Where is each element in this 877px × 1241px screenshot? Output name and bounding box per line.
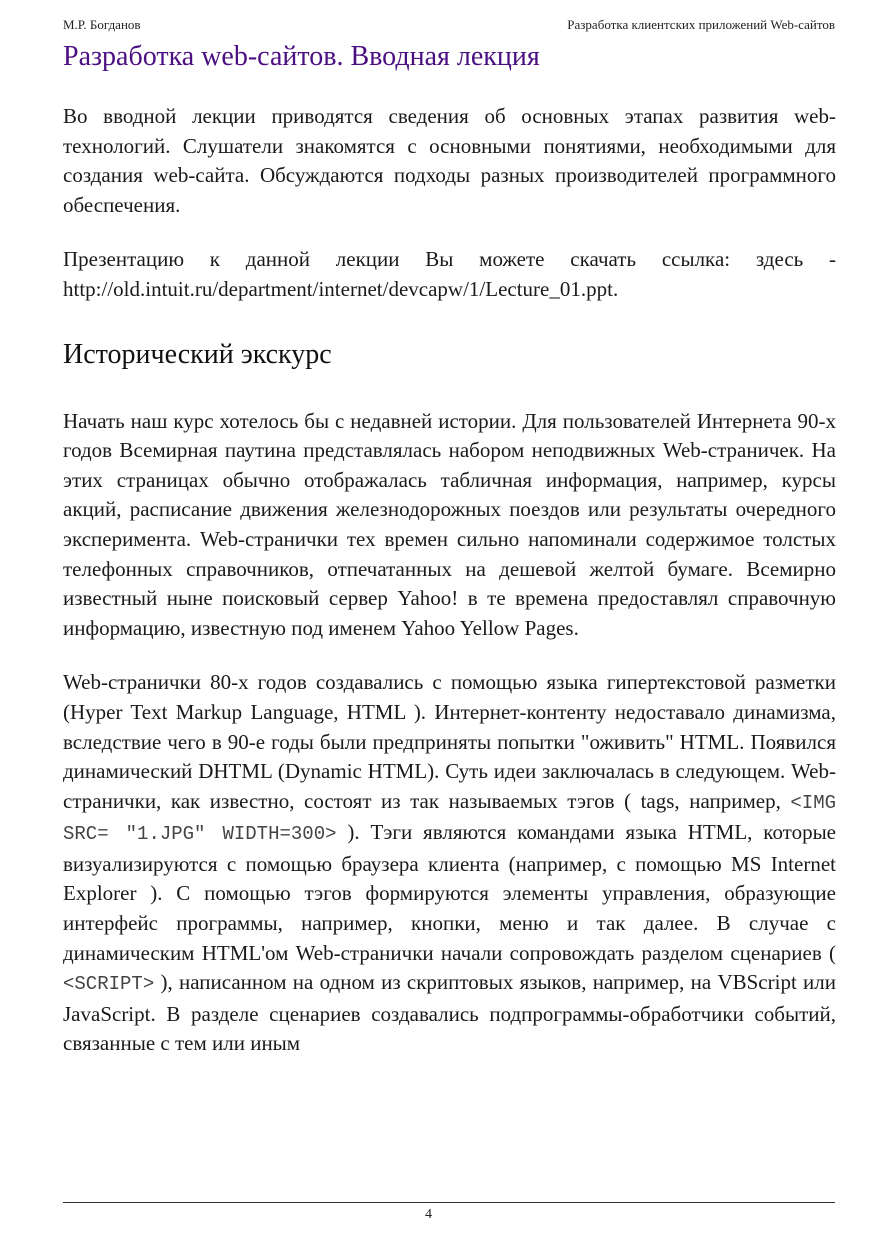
dhtml-paragraph — [63, 668, 836, 1059]
dhtml-text-part3: ), написанном на одном из скриптовых языков, например, на VBScript или JavaScript. В разделе сценариев создавались подпрограммы-обработчики событий, связанные с тем или иным — [63, 970, 837, 1056]
section-heading: Исторический экскурс — [63, 338, 332, 370]
header-course-title: Разработка клиентских приложений Web-сайтов — [567, 17, 835, 32]
history-paragraph: Начать наш курс хотелось бы с недавней истории. Для пользователей Интернета 90-х годов Всемирная паутина представлялась набором неподвижных Web-страничек. На этих страницах обычно отображалась табличная информация, например, курсы акций, расписание движения железнодорожных поездов или результаты очередного эксперимента. Web-странички тех времен сильно напоминали содержимое толстых телефонных справочников, отпечатанных на дешевой желтой бумаге. Всемирно известный ныне поисковый сервер Yahoo! в те времена предоставлял справочную информацию, известную под именем Yahoo Yellow Pages. — [63, 408, 836, 640]
dhtml-text-part1: Web-странички 80-х годов создавались с помощью языка гипертекстовой разметки (Hyper Text Markup Language, HTML ). Интернет-контенту недоставало динамизма, вследствие чего в 90-е годы были предприняты попытки "оживить" HTML. Появился динамический DHTML (Dynamic HTML). Суть идеи заключалась в следующем. Web-странички, как известно, состоят из так называемых тэгов ( tags, например, — [63, 670, 836, 813]
code-script-tag: <SCRIPT> — [63, 973, 155, 996]
presentation-paragraph: Презентацию к данной лекции Вы можете скачать ссылка: здесь - http://old.intuit.ru/department/internet/devcapw/1/Lecture_01.ppt. — [63, 247, 836, 301]
page-content — [63, 40, 836, 1059]
intro-paragraph: Во вводной лекции приводятся сведения об основных этапах развития web-технологий. Слушатели знакомятся с основными понятиями, необходимыми для создания web-сайта. Обсуждаются подходы разных производителей программного обеспечения. — [63, 104, 836, 217]
footer-divider — [63, 1202, 835, 1203]
header-author: М.Р. Богданов — [63, 17, 141, 32]
lecture-title: Разработка web-сайтов. Вводная лекция — [63, 41, 540, 72]
page-number — [0, 1207, 877, 1223]
dhtml-text-part2: ). Тэги являются командами языка HTML, которые визуализируются с помощью браузера клиента (например, с помощью MS Internet Explorer ). С помощью тэгов формируются элементы управления, образующие интерфейс программы, например, кнопки, меню и так далее. В случае с динамическим HTML'ом Web-странички начали сопровождать разделом сценариев ( — [63, 820, 836, 965]
page-number-text: 4 — [425, 1207, 432, 1222]
code-img-tag: <IMG SRC= "1.JPG" WIDTH=300> — [63, 791, 836, 846]
page-header — [63, 17, 835, 33]
